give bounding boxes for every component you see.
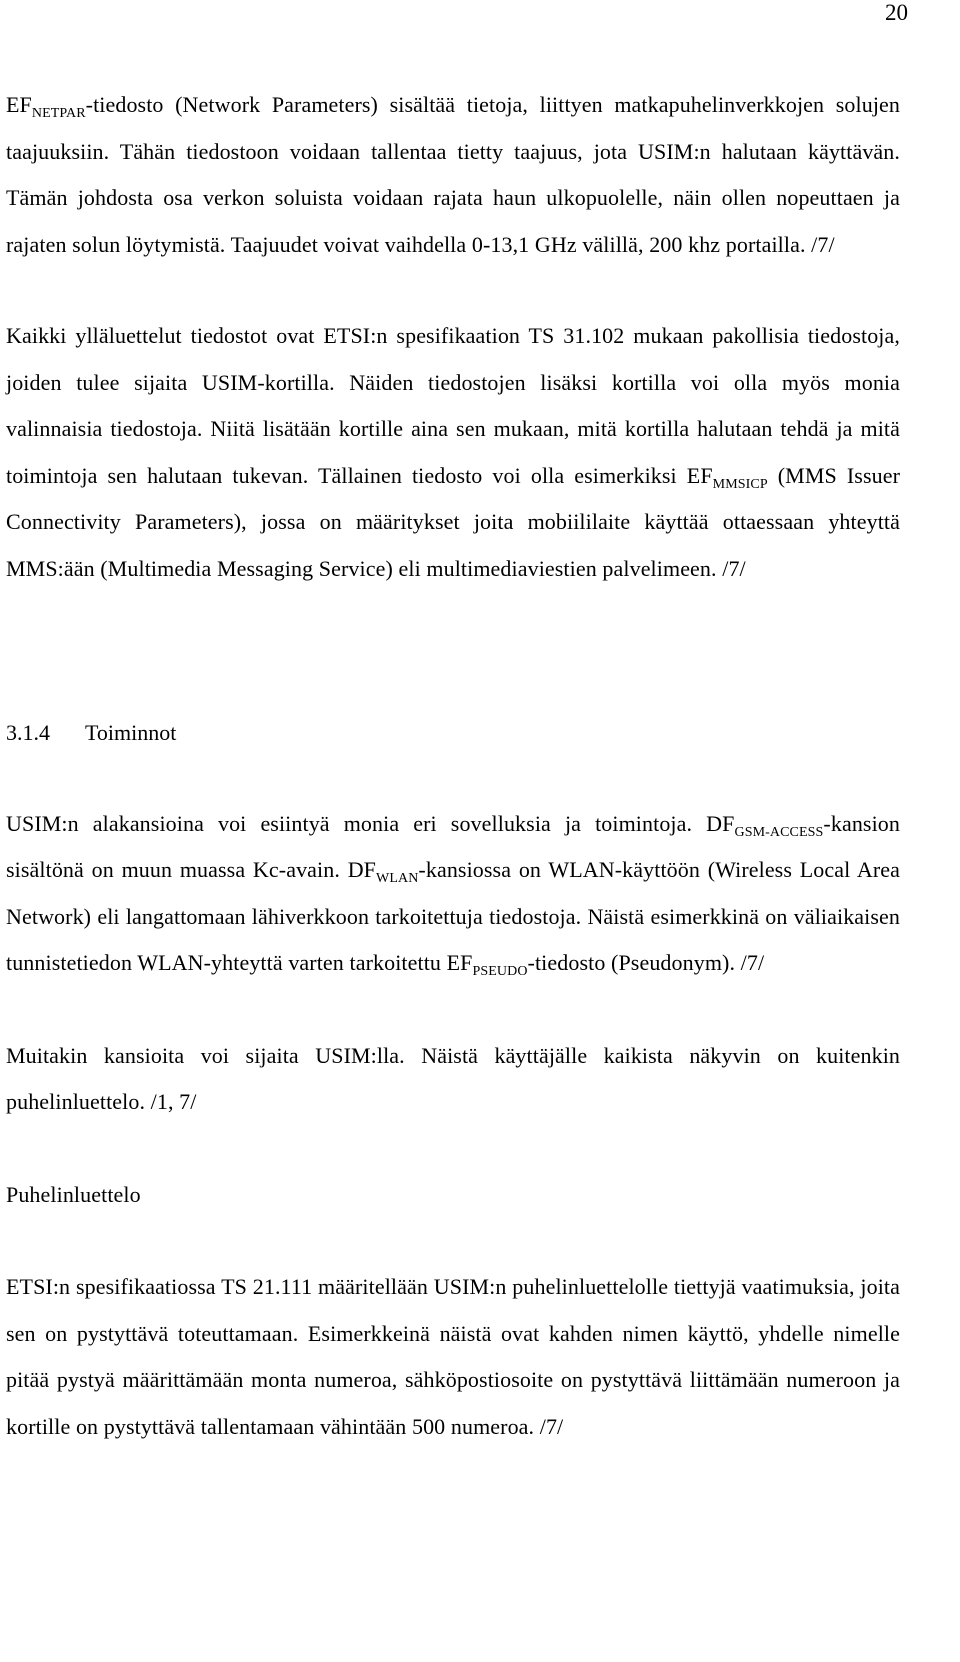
paragraph-netpar [6,82,900,268]
paragraph-mandatory-files-text: Kaikki ylläluettelut tiedostot ovat ETSI:n spesifikaation TS 31.102 mukaan pakollisia tiedostoja, joiden tulee sijaita USIM-kortilla. Näiden tiedostojen lisäksi kortilla voi olla myös monia valinnaisia tiedostoja. Niitä lisätään kortille aina sen mukaan, mitä kortilla halutaan tehdä ja mitä toimintoja sen halutaan tukevan. Tällainen tiedosto voi olla esimerkiksi EF [6,323,900,488]
netpar-subscript: NETPAR [31,106,86,121]
gsm-access-subscript: GSM-ACCESS [734,824,824,840]
section-heading [6,710,900,757]
ef-label: EF [6,92,32,117]
section-title: Toiminnot [85,720,177,745]
page-number: 20 [885,0,908,25]
paragraph-subfolders-text-1: USIM:n alakansioina voi esiintyä monia eri sovelluksia ja toimintoja. DF [6,810,735,836]
paragraph-subfolders [6,801,900,987]
section-number: 3.1.4 [6,720,50,745]
paragraph-subfolders-text-2: -kansion sisältönä on muun muassa Kc-avain. DF [6,810,900,882]
subheading-phonebook: Puhelinluettelo [6,1181,141,1207]
paragraph-subfolders-text-3: -kansiossa on WLAN-käyttöön (Wireless Local Area Network) eli langattomaan lähiverkkoon tarkoitettuja tiedostoja. Näistä esimerkkinä on väliaikaisen tunnistetiedon WLAN-yhteyttä varten tarkoitettu EF [6,857,901,975]
pseudo-subscript: PSEUDO [472,964,528,979]
page-content [6,82,900,1450]
paragraph-phonebook-requirements: ETSI:n spesifikaatiossa TS 21.111 määritellään USIM:n puhelinluettelolle tiettyjä vaatimuksia, joita sen on pystyttävä toteuttamaan. Esimerkkeinä näistä ovat kahden nimen käyttö, yhdelle nimelle pitää pystyä määrittämään monta numeroa, sähköpostiosoite on pystyttävä liittämään numeroon ja kortille on pystyttävä tallentamaan vähintään 500 numeroa. /7/ [6,1274,900,1439]
wlan-subscript: WLAN [376,871,419,886]
paragraph-subfolders-text-4: -tiedosto (Pseudonym). /7/ [527,950,765,975]
mmsicp-subscript: MMSICP [712,476,768,492]
paragraph-mandatory-files-tail: (MMS Issuer Connectivity Parameters), jossa on määritykset joita mobiililaite käyttää ottaessaan yhteyttä MMS:ään (Multimedia Messaging Service) eli multimediaviestien palvelimeen. /7/ [6,462,900,581]
paragraph-netpar-text: -tiedosto (Network Parameters) sisältää tietoja, liittyen matkapuhelinverkkojen solujen taajuuksiin. Tähän tiedostoon voidaan tallentaa tietty taajuus, jota USIM:n halutaan käyttävän. Tämän johdosta osa verkon soluista voidaan rajata haun ulkopuolelle, näin ollen nopeuttaen ja rajaten solun löytymistä. Taajuudet voivat vaihdella 0-13,1 GHz välillä, 200 khz portailla. /7/ [6,92,900,257]
paragraph-mandatory-files [6,313,900,592]
paragraph-other-folders: Muitakin kansioita voi sijaita USIM:lla. Näistä käyttäjälle kaikista näkyvin on kuitenkin puhelinluettelo. /1, 7/ [6,1042,900,1114]
